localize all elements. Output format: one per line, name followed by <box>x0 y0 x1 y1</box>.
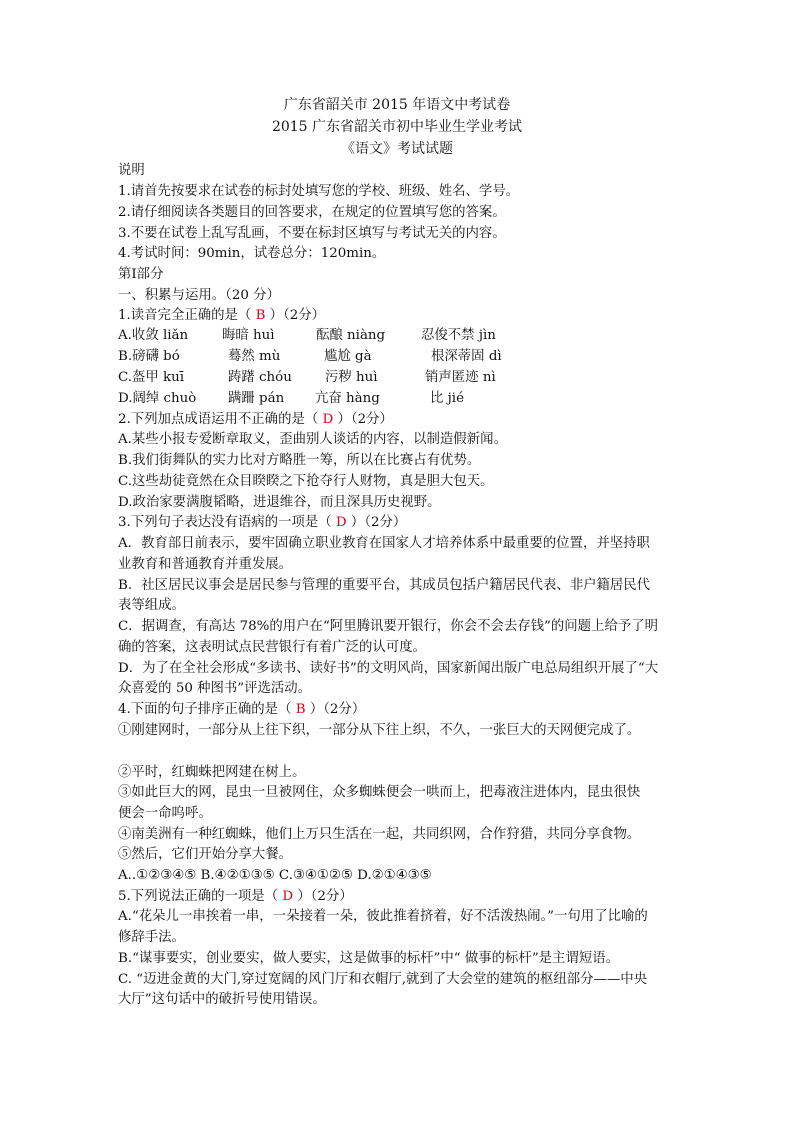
q4-sentence: ③如此巨大的网，昆虫一旦被网住，众多蜘蛛便会一哄而上，把毒液注进体内，昆虫很快 <box>118 785 641 800</box>
question-2-stem: 2.下列加点成语运用不正确的是（ D ）（2分） <box>118 412 393 427</box>
q3-option-line: 确的答案，这表明试点民营银行有着广泛的认可度。 <box>118 640 426 655</box>
q4-sentence: ①刚建网时，一部分从上往下织，一部分从下往上织，不久，一张巨大的天网便完成了。 <box>118 723 641 738</box>
q1-option-b-4: 根深蒂固 dì <box>431 349 502 364</box>
instruction-item: 1.请首先按要求在试卷的标封处填写您的学校、班级、姓名、学号。 <box>118 184 520 199</box>
q5-option-line: 大厅”这句话中的破折号使用错误。 <box>118 992 326 1007</box>
q1-option-a-4: 忍俊不禁 jìn <box>421 328 496 343</box>
exam-subtitle: 2015 广东省韶关市初中毕业生学业考试 <box>271 119 523 135</box>
q1-option-d-3: 亢奋 hàng <box>315 391 380 406</box>
q1-option-b-3: 尴尬 gà <box>324 349 372 364</box>
q1-option-d-1: D.阔绰 chuò <box>118 391 197 406</box>
q3-option-line: 业教育和普通教育并重发展。 <box>118 557 293 572</box>
q3-option-line: 表等组成。 <box>118 598 185 613</box>
q3-option-line: D．为了在全社会形成“多读书、读好书”的文明风尚，国家新闻出版广电总局组织开展了“大 <box>118 661 659 676</box>
q1-option-row <box>118 327 688 345</box>
q1-option-row <box>118 369 688 387</box>
q2-option: C.这些劫徒竟然在众目睽睽之下抢夺行人财物，真是胆大包天。 <box>118 474 494 489</box>
question-3-stem: 3.下列句子表达没有语病的一项是（ D ）（2分） <box>118 515 407 530</box>
answer-mark: B <box>255 308 266 323</box>
instruction-item: 2.请仔细阅读各类题目的回答要求，在规定的位置填写您的答案。 <box>118 205 506 220</box>
q1-option-c-3: 污秽 huì <box>325 370 378 385</box>
q4-choices: A..①②③④⑤ B.④②①③⑤ C.③④①②⑤ D.②①④③⑤ <box>118 868 432 883</box>
question-5-stem: 5.下列说法正确的一项是（ D ）（2分） <box>118 889 353 904</box>
answer-mark: D <box>282 889 294 904</box>
q1-option-row <box>118 390 688 408</box>
question-1-stem: 1.读音完全正确的是（ B ）（2分） <box>118 308 326 323</box>
q4-sentence: 便会一命呜呼。 <box>118 806 212 821</box>
q5-option-line: B.“谋事要实，创业要实，做人要实，这是做事的标杆”中“ 做事的标杆”是主谓短语。 <box>118 951 620 966</box>
q1-option-row <box>118 348 688 366</box>
q1-option-d-4: 比 jié <box>430 391 465 406</box>
q2-option: A.某些小报专爱断章取义，歪曲别人谈话的内容，以制造假新闻。 <box>118 432 507 447</box>
q1-option-b-1: B.磅礴 bó <box>118 349 180 364</box>
q4-sentence: ④南美洲有一种红蜘蛛，他们上万只生活在一起，共同织网，合作狩猎，共同分享食物。 <box>118 827 641 842</box>
answer-mark: D <box>335 515 347 530</box>
q3-option-line: B．社区居民议事会是居民参与管理的重要平台，其成员包括户籍居民代表、非户籍居民代 <box>118 578 651 593</box>
q1-option-b-2: 蓦然 mù <box>228 349 281 364</box>
q1-option-c-1: C.盔甲 kuī <box>118 370 185 385</box>
q3-option-line: C．据调查，有高达 78%的用户在“阿里腾讯要开银行，你会不会去存钱”的问题上给予了明 <box>118 619 659 634</box>
instruction-item: 4.考试时间：90min，试卷总分：120min。 <box>118 246 386 261</box>
q5-option-line: C. “迈进金黄的大门,穿过宽阔的风门厅和衣帽厅,就到了大会堂的建筑的枢纽部分——中央 <box>118 972 648 987</box>
q2-option: B.我们街舞队的实力比对方略胜一筹，所以在比赛占有优势。 <box>118 453 481 468</box>
q3-option-line: A．教育部日前表示，要牢固确立职业教育在国家人才培养体系中最重要的位置，并坚持职 <box>118 536 650 551</box>
q3-option-line: 众喜爱的 50 种图书”评选活动。 <box>118 681 312 696</box>
instructions-heading: 说明 <box>118 163 145 178</box>
answer-mark: D <box>322 412 334 427</box>
section-heading: 一、积累与运用。（20 分） <box>118 288 280 303</box>
question-4-stem: 4.下面的句子排序正确的是（ B ）（2分） <box>118 702 366 717</box>
q1-option-c-2: 踌躇 chóu <box>228 370 292 385</box>
exam-title: 广东省韶关市 2015 年语文中考试卷 <box>283 97 511 113</box>
q2-option: D.政治家要满腹韬略，进退维谷，而且深具历史视野。 <box>118 495 441 510</box>
part-heading: 第Ⅰ部分 <box>118 267 164 282</box>
q5-option-line: 修辞手法。 <box>118 930 185 945</box>
q1-option-c-4: 销声匿迹 nì <box>425 370 496 385</box>
q1-option-a-1: A.收敛 liǎn <box>118 328 189 343</box>
instruction-item: 3.不要在试卷上乱写乱画，不要在标封区填写与考试无关的内容。 <box>118 226 506 241</box>
q5-option-line: A.“花朵儿一串挨着一串，一朵接着一朵，彼此推着挤着，好不活泼热闹。”一句用了比喻的 <box>118 909 648 924</box>
exam-subject-title: 《语文》考试试题 <box>341 141 453 157</box>
answer-mark: B <box>295 702 306 717</box>
q1-option-d-2: 蹒跚 pán <box>228 391 285 406</box>
q1-option-a-3: 酝酿 niàng <box>316 328 386 343</box>
q1-option-a-2: 晦暗 huì <box>222 328 275 343</box>
q4-sentence: ⑤然后，它们开始分享大餐。 <box>118 847 293 862</box>
q4-sentence: ②平时，红蜘蛛把网建在树上。 <box>118 765 306 780</box>
